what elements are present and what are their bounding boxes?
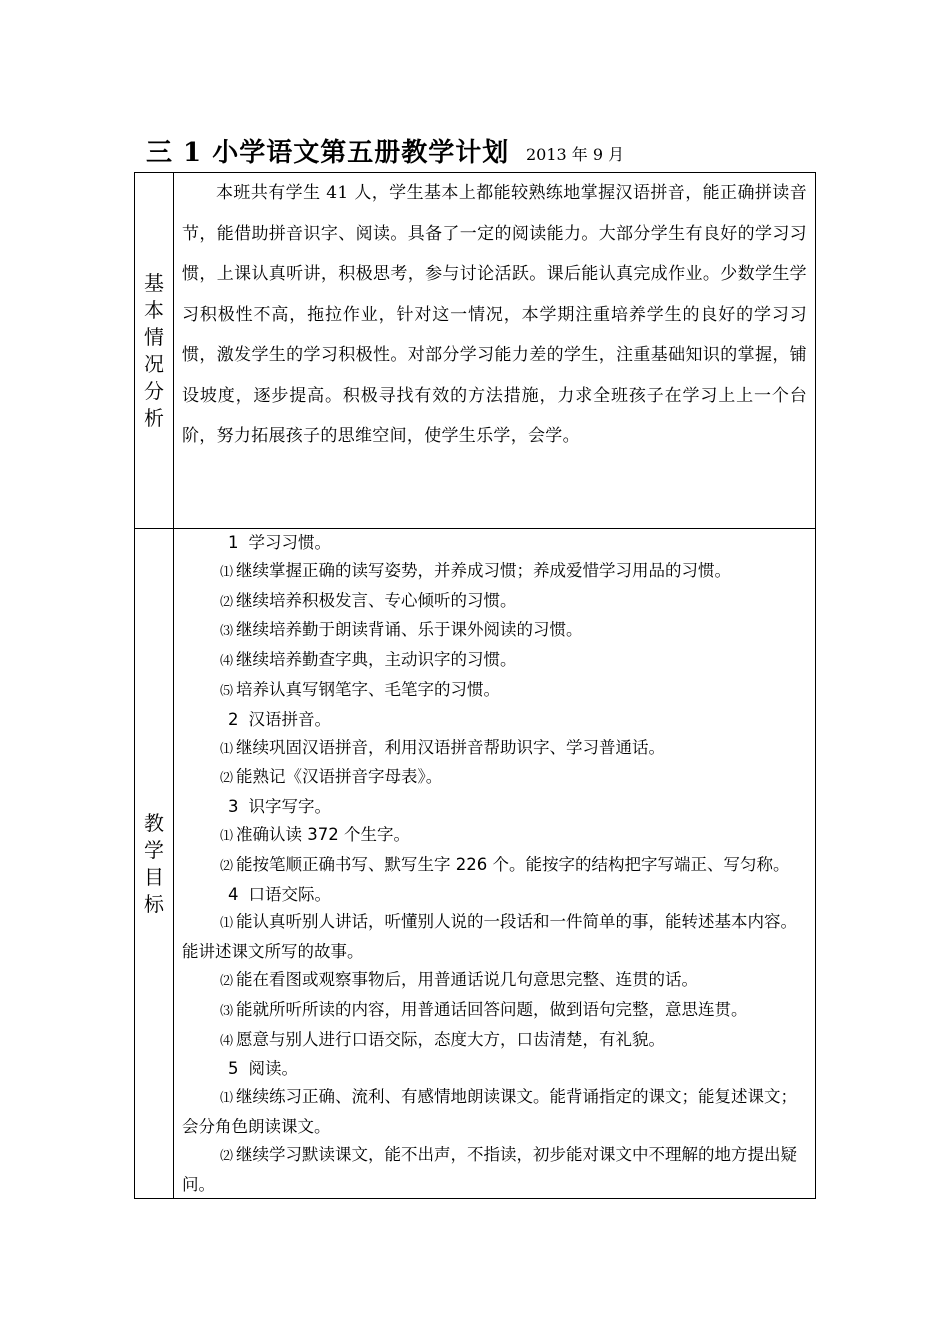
goal-item-number: ⑷: [220, 654, 234, 670]
goal-item-text: 继续练习正确、流利、有感情地朗读课文。能背诵指定的课文；能复述课文；会分角色朗读课文。: [182, 1087, 798, 1136]
goal-section-heading: [182, 881, 807, 909]
goal-item-number: ⑶: [220, 624, 234, 640]
goal-item-text: 能认真听别人讲话，听懂别人说的一段话和一件简单的事，能转述基本内容。能讲述课文所写的故事。: [182, 912, 798, 962]
goal-item: [182, 1026, 807, 1056]
goal-item-text: 继续培养勤于朗读背诵、乐于课外阅读的习惯。: [236, 620, 583, 640]
goal-section-number: 4: [228, 884, 239, 904]
goal-item: [182, 908, 807, 966]
goal-item: [182, 616, 807, 646]
goal-item: [182, 676, 807, 706]
goal-item-number: ⑷: [220, 1033, 234, 1049]
basic-label: 基本情况分析: [144, 270, 164, 430]
goal-item: [182, 966, 807, 996]
goal-item-text: 准确认读 372 个生字。: [236, 824, 410, 844]
goal-item: [182, 1083, 807, 1141]
goal-item-number: ⑴: [220, 564, 234, 580]
goal-item: [182, 763, 807, 793]
goal-item-text: 继续掌握正确的读写姿势，并养成习惯；养成爱惜学习用品的习惯。: [236, 560, 732, 580]
goals-row: [135, 529, 816, 1199]
goal-item: [182, 587, 807, 617]
goals-label: 教学目标: [144, 810, 164, 916]
goal-item: [182, 646, 807, 676]
goal-item: [182, 851, 807, 881]
goal-item-number: ⑴: [220, 1091, 234, 1107]
goal-section-number: 3: [228, 797, 239, 817]
goal-section-heading: [182, 706, 807, 734]
goal-section-number: 5: [228, 1059, 239, 1079]
goal-section-title: 识字写字。: [248, 797, 331, 817]
goal-item: [182, 996, 807, 1026]
goal-item-number: ⑸: [220, 683, 234, 699]
goal-item-number: ⑵: [220, 858, 234, 874]
page-title: 三 1 小学语文第五册教学计划: [146, 138, 510, 168]
goal-item-text: 继续培养勤查字典，主动识字的习惯。: [236, 650, 517, 670]
goals-label-cell: [135, 529, 174, 1199]
goal-item-number: ⑵: [220, 973, 234, 989]
goal-item: [182, 821, 807, 851]
goal-item-number: ⑴: [220, 741, 234, 757]
goal-item: [182, 1141, 807, 1199]
goal-section-title: 汉语拼音。: [248, 709, 331, 729]
goal-item-number: ⑴: [220, 828, 234, 844]
goal-section-heading: [182, 1055, 807, 1083]
goals-content-cell: [174, 529, 816, 1199]
goal-item-text: 培养认真写钢笔字、毛笔字的习惯。: [236, 679, 501, 699]
goals-list: [174, 529, 815, 1198]
basic-row: [135, 173, 816, 529]
goal-section-heading: [182, 529, 807, 557]
goal-item-text: 能就所听所读的内容，用普通话回答问题，做到语句完整，意思连贯。: [236, 999, 748, 1019]
goal-item-text: 继续培养积极发言、专心倾听的习惯。: [236, 590, 517, 610]
goal-item-number: ⑵: [220, 1148, 234, 1164]
plan-date: 2013 年 9 月: [526, 145, 625, 164]
goal-item-text: 愿意与别人进行口语交际，态度大方，口齿清楚，有礼貌。: [236, 1029, 666, 1049]
basic-label-cell: [135, 173, 174, 529]
goal-section-title: 学习习惯。: [248, 533, 331, 552]
goal-item-number: ⑵: [220, 594, 234, 610]
goal-item-number: ⑵: [220, 771, 234, 787]
goal-item-number: ⑶: [220, 1003, 234, 1019]
plan-table: [134, 172, 816, 1199]
goal-section-title: 口语交际。: [248, 884, 331, 904]
goal-item-number: ⑴: [220, 916, 234, 932]
goal-section-number: 1: [228, 533, 239, 552]
goal-item: [182, 557, 807, 587]
goal-item: [182, 734, 807, 764]
goal-item-text: 继续巩固汉语拼音，利用汉语拼音帮助识字、学习普通话。: [236, 737, 666, 757]
basic-content-cell: [174, 173, 816, 529]
goal-section-title: 阅读。: [248, 1059, 298, 1079]
basic-analysis-text: 本班共有学生 41 人，学生基本上都能较熟练地掌握汉语拼音，能正确拼读音节，能借助拼音识字、阅读。具备了一定的阅读能力。大部分学生有良好的学习习惯，上课认真听讲，积极思考，参与讨论活跃。课后能认真完成作业。少数学生学习积极性不高，拖拉作业，针对这一情况，本学期注重培养学生的良好的学习习惯，激发学生的学习积极性。对部分学习能力差的学生，注重基础知识的掌握，铺设坡度，逐步提高。积极寻找有效的方法措施，力求全班孩子在学习上上一个台阶，努力拓展孩子的思维空间，使学生乐学，会学。: [182, 183, 807, 446]
goal-item-text: 能熟记《汉语拼音字母表》。: [236, 767, 443, 787]
goal-section-heading: [182, 793, 807, 821]
goal-item-text: 继续学习默读课文，能不出声，不指读，初步能对课文中不理解的地方提出疑问。: [182, 1144, 798, 1194]
goal-item-text: 能按笔顺正确书写、默写生字 226 个。能按字的结构把字写端正、写匀称。: [236, 854, 790, 874]
goal-section-number: 2: [228, 709, 239, 729]
title-row: [146, 132, 826, 172]
goal-item-text: 能在看图或观察事物后，用普通话说几句意思完整、连贯的话。: [236, 969, 699, 989]
